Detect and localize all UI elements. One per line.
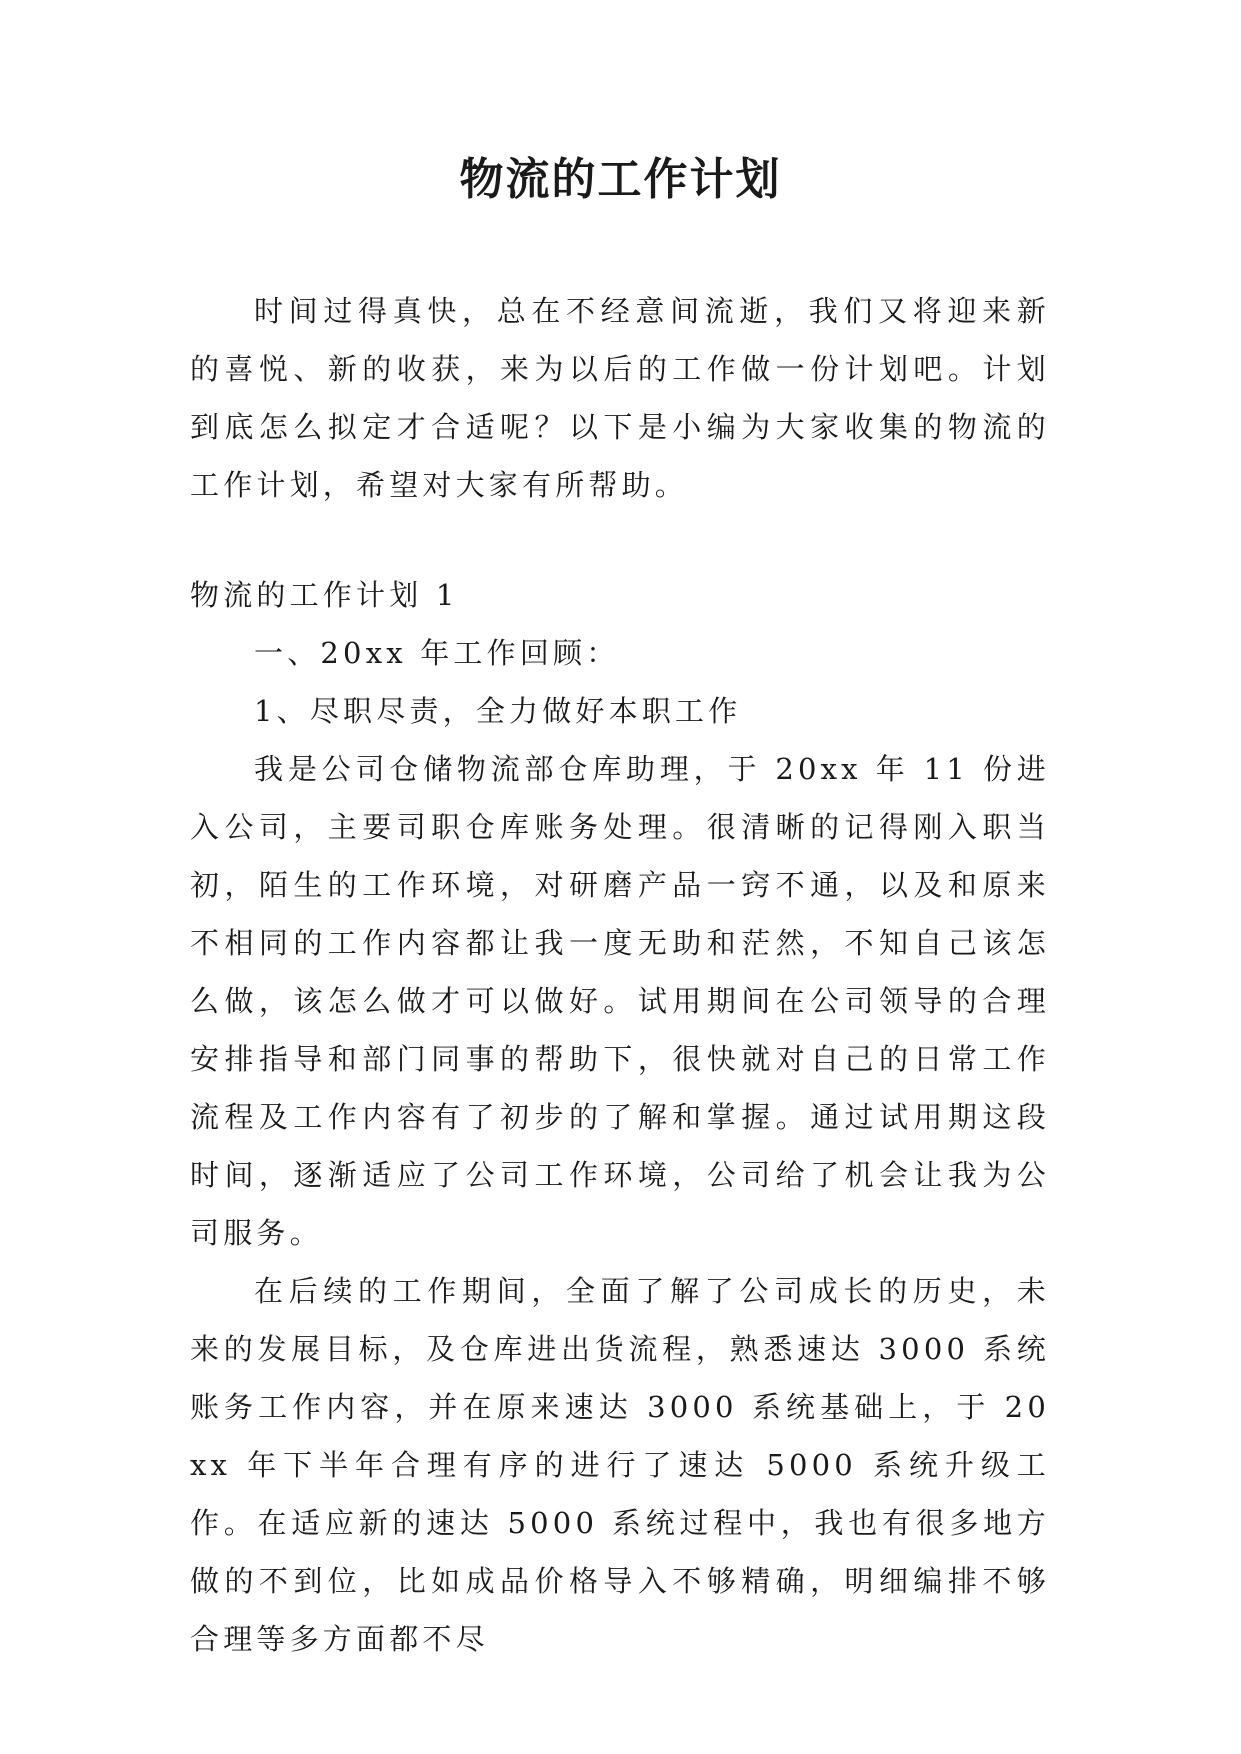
subheading-1: 1、尽职尽责，全力做好本职工作 [254,694,742,728]
body-paragraph-1: 我是公司仓储物流部仓库助理，于 20xx 年 11 份进入公司，主要司职仓库账务处理。很清晰的记得刚入职当初，陌生的工作环境，对研磨产品一窍不通，以及和原来不相同的工作内容都让我一度无助和茫然，不知自己该怎么做，该怎么做才可以做好。试用期间在公司领导的合理安排指导和部门同事的帮助下，很快就对自己的日常工作流程及工作内容有了初步的了解和掌握。通过试用期这段时间，逐渐适应了公司工作环境，公司给了机会让我为公司服务。 [190,752,1050,1250]
section-title: 物流的工作计划 1 [190,578,459,612]
review-heading: 一、20xx 年工作回顾： [254,636,620,670]
body-paragraph-2: 在后续的工作期间，全面了解了公司成长的历史，未来的发展目标，及仓库进出货流程，熟悉速达 3000 系统账务工作内容，并在原来速达 3000 系统基础上，于 20xx 年下半年合理有序的进行了速达 5000 系统升级工作。在适应新的速达 5000 系统过程中，我也有很多地方做的不到位，比如成品价格导入不够精确，明细编排不够合理等多方面都不尽 [190,1274,1050,1656]
document-body [190,282,1050,1668]
intro-paragraph: 时间过得真快，总在不经意间流逝，我们又将迎来新的喜悦、新的收获，来为以后的工作做一份计划吧。计划到底怎么拟定才合适呢？以下是小编为大家收集的物流的工作计划，希望对大家有所帮助。 [190,294,1050,502]
page-title: 物流的工作计划 [459,154,782,205]
spacer [190,514,1050,566]
